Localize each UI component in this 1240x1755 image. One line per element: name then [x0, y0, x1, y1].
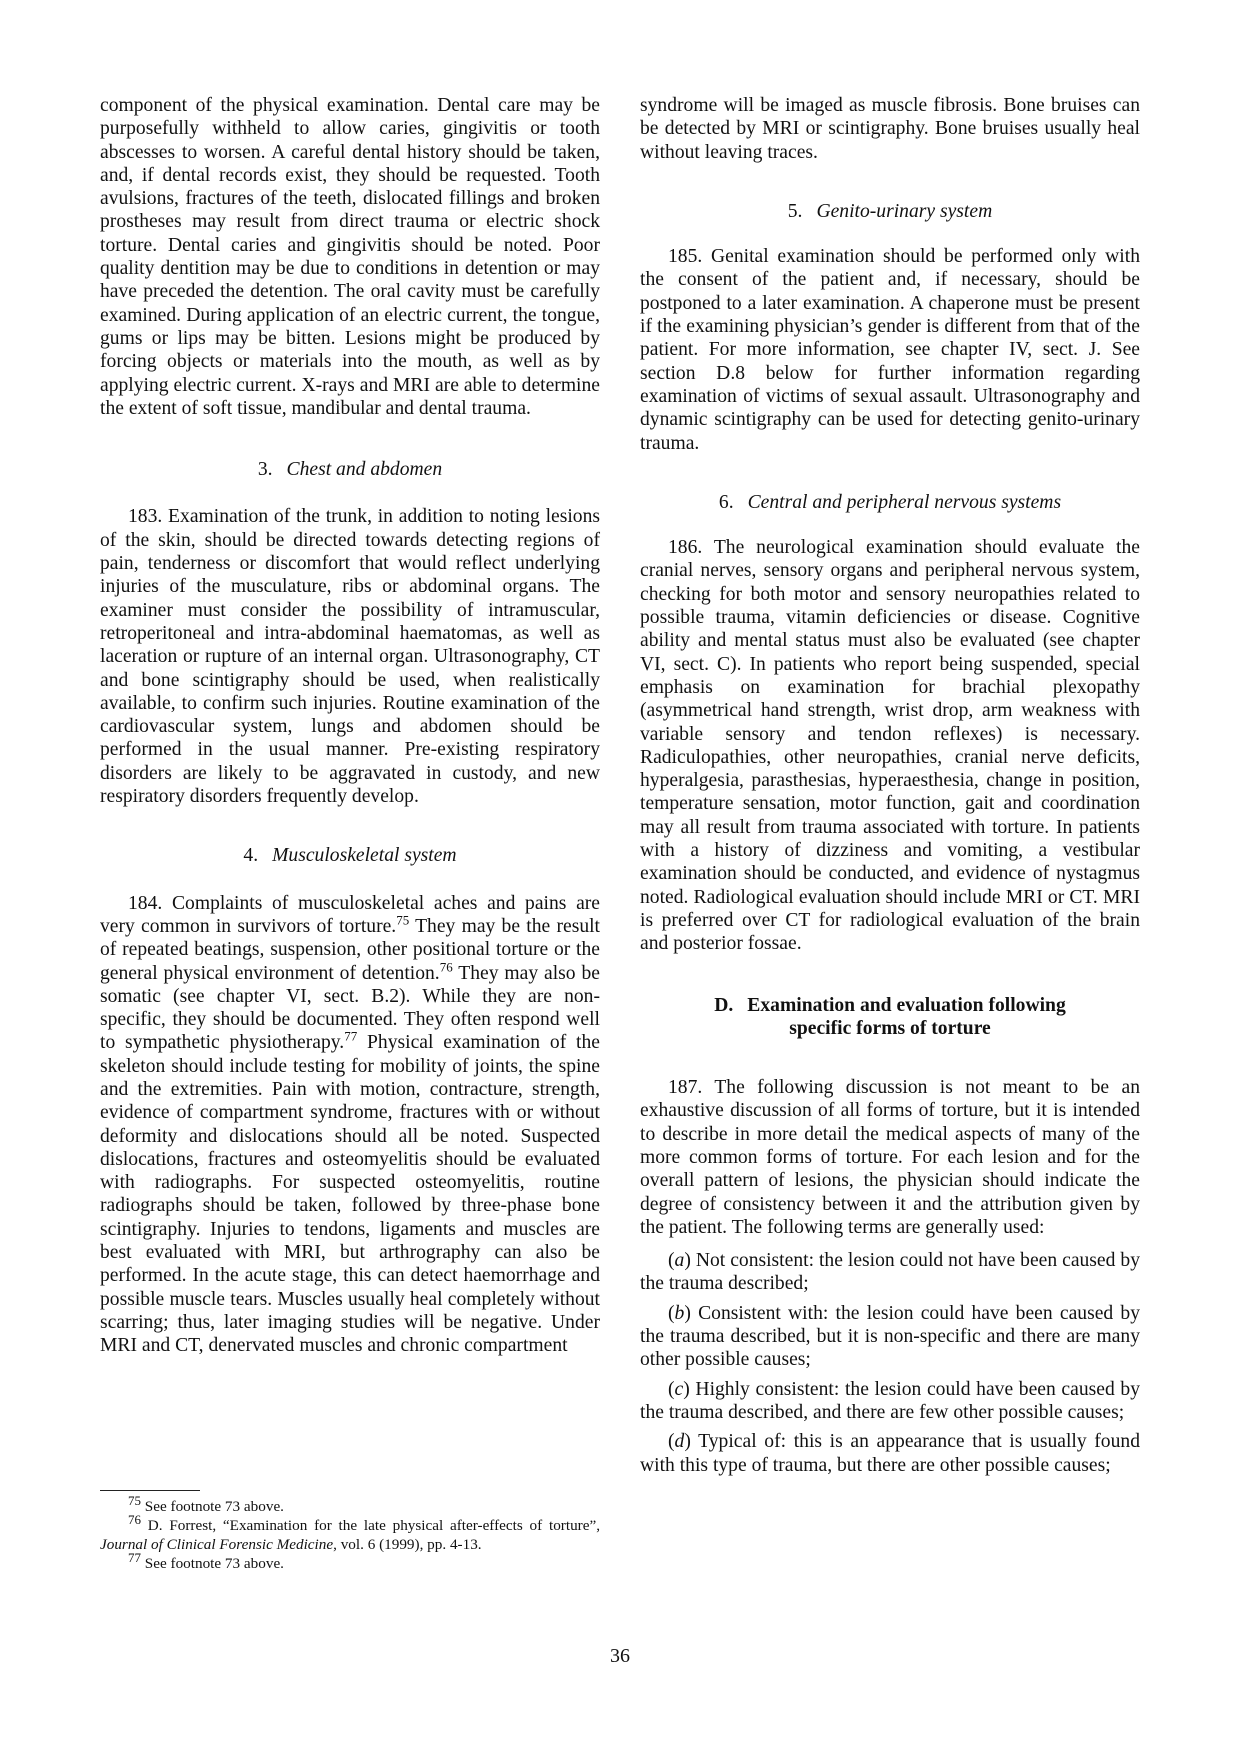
- footnote-76: $^{76}$ D. Forrest, “Examination for the late physical after-effects of torture”, Journal of Clinical Forensic Medicine, vol. 6 (1999), pp. 4-13.: [100, 1511, 600, 1553]
- list-item-b: (b) Consistent with: the lesion could have been caused by the trauma described, but it is non-specific and there are many other possible causes;: [640, 1302, 1140, 1371]
- paragraph-185: 185. Genital examination should be performed only with the consent of the patient and, if necessary, should be postponed to a later examination. A chaperone must be present if the examining physician’s gender is different from that of the patient. For more information, see chapter IV, sect. J. See section D.8 below for further information regarding examination of victims of sexual assault. Ultrasonography and dynamic scintigraphy can be used for detecting genito-urinary trauma.: [640, 246, 1140, 454]
- footnote-ref-76: 76: [439, 958, 453, 974]
- paragraph-183: 183. Examination of the trunk, in addition to noting lesions of the skin, should be directed towards detecting regions of pain, tenderness or discomfort that would reflect underlying injuries of the musculature, ribs or abdominal organs. The examiner must consider the possibility of intramuscular, retroperitoneal and intra-abdominal haematomas, as well as laceration or rupture of an internal organ. Ultrasonography, CT and bone scintigraphy should be used, when realistically available, to confirm such injuries. Routine examination of the cardiovascular system, lungs and abdomen should be performed in the usual manner. Pre-existing respiratory disorders are likely to be aggravated in custody, and new respiratory disorders frequently develop.: [100, 506, 600, 808]
- footnote-ref-77: 77: [344, 1028, 358, 1044]
- heading-chest-abdomen: 3. Chest and abdomen: [257, 459, 443, 481]
- footnote-75: $^{75}$ See footnote 73 above.: [128, 1492, 284, 1515]
- heading-musculoskeletal: 4. Musculoskeletal system: [243, 845, 457, 867]
- left-column: [100, 94, 600, 1358]
- paragraph-187: 187. The following discussion is not meant to be an exhaustive discussion of all forms of torture, but it is intended to describe in more detail the medical aspects of many of the more common forms of torture. For each lesion and for the overall pattern of lesions, the physician should indicate the degree of consistency between it and the attribution given by the patient. The following terms are generally used:: [640, 1077, 1140, 1238]
- footnote-77: $^{77}$ See footnote 73 above.: [128, 1549, 284, 1572]
- section-heading-d: D. Examination and evaluation following specific forms of torture: [714, 994, 1066, 1039]
- heading-genito-urinary: 5. Genito-urinary system: [787, 200, 993, 222]
- page-number: 36: [610, 1645, 630, 1667]
- right-column: [640, 94, 1140, 1483]
- paragraph-186: 186. The neurological examination should evaluate the cranial nerves, sensory organs and peripheral nervous system, checking for both motor and sensory neuropathies related to possible trauma, vitamin deficiencies or disease. Cognitive ability and mental status must also be evaluated (see chapter VI, sect. C). In patients who report being suspended, special emphasis on examination for brachial plexopathy (asymmetrical hand strength, wrist drop, arm weakness with variable sensory and tendon reflexes) is necessary. Radiculopathies, other neuropathies, cranial nerve deficits, hyperalgesia, parasthesias, hyperaesthesia, change in position, temperature sensation, motor function, gait and coordination may all result from trauma associated with torture. In patients with a history of dizziness and vomiting, a vestibular examination should be conducted, and evidence of nystagmus noted. Radiological evaluation should include MRI or CT. MRI is preferred over CT for radiological evaluation of the brain and posterior fossae.: [640, 537, 1140, 955]
- footnote-divider: [100, 1490, 200, 1491]
- heading-nervous-systems: 6. Central and peripheral nervous systems: [718, 491, 1062, 513]
- paragraph-intro: component of the physical examination. Dental care may be purposefully withheld to allow caries, gingivitis or tooth abscesses to worsen. A careful dental history should be taken, and, if dental records exist, they should be requested. Tooth avulsions, fractures of the teeth, dislocated fillings and broken prostheses may result from direct trauma or electric shock torture. Dental caries and gingivitis should be noted. Poor quality dentition may be due to conditions in detention or may have preceded the detention. The oral cavity must be carefully examined. During application of an electric current, the tongue, gums or lips may be bitten. Lesions might be produced by forcing objects or materials into the mouth, as well as by applying electric current. X-rays and MRI are able to determine the extent of soft tissue, mandibular and dental trauma.: [100, 95, 600, 419]
- paragraph-184: 184. Complaints of musculoskeletal aches and pains are very common in survivors of torture.$^{75}$ They may be the result of repeated beatings, suspension, other positional torture or the general physical environment of detention.$^{76}$ They may also be somatic (see chapter VI, sect. B.2). While they are non-specific, they should be documented. They often respond well to sympathetic physiotherapy.$^{77}$ Physical examination of the skeleton should include testing for mobility of joints, the spine and the extremities. Pain with motion, contracture, strength, evidence of compartment syndrome, fractures with or without deformity and dislocations should all be noted. Suspected dislocations, fractures and osteomyelitis should be evaluated with radiographs. For suspected osteomyelitis, routine radiographs should be taken, followed by three-phase bone scintigraphy. Injuries to tendons, ligaments and muscles are best evaluated with MRI, but arthrography can also be performed. In the acute stage, this can detect haemorrhage and possible muscle tears. Muscles usually heal completely without scarring; thus, later imaging studies will be negative. Under MRI and CT, denervated muscles and chronic compartment: [100, 892, 600, 1357]
- footnotes: [100, 1490, 600, 1573]
- list-item-c: (c) Highly consistent: the lesion could have been caused by the trauma described, and there are few other possible causes;: [640, 1378, 1140, 1423]
- footnote-ref-75: 75: [396, 912, 410, 928]
- list-item-d: (d) Typical of: this is an appearance that is usually found with this type of trauma, but there are other possible causes;: [640, 1431, 1140, 1476]
- paragraph-continued: syndrome will be imaged as muscle fibrosis. Bone bruises can be detected by MRI or scintigraphy. Bone bruises usually heal without leaving traces.: [640, 95, 1140, 163]
- list-item-a: (a) Not consistent: the lesion could not have been caused by the trauma described;: [640, 1250, 1140, 1295]
